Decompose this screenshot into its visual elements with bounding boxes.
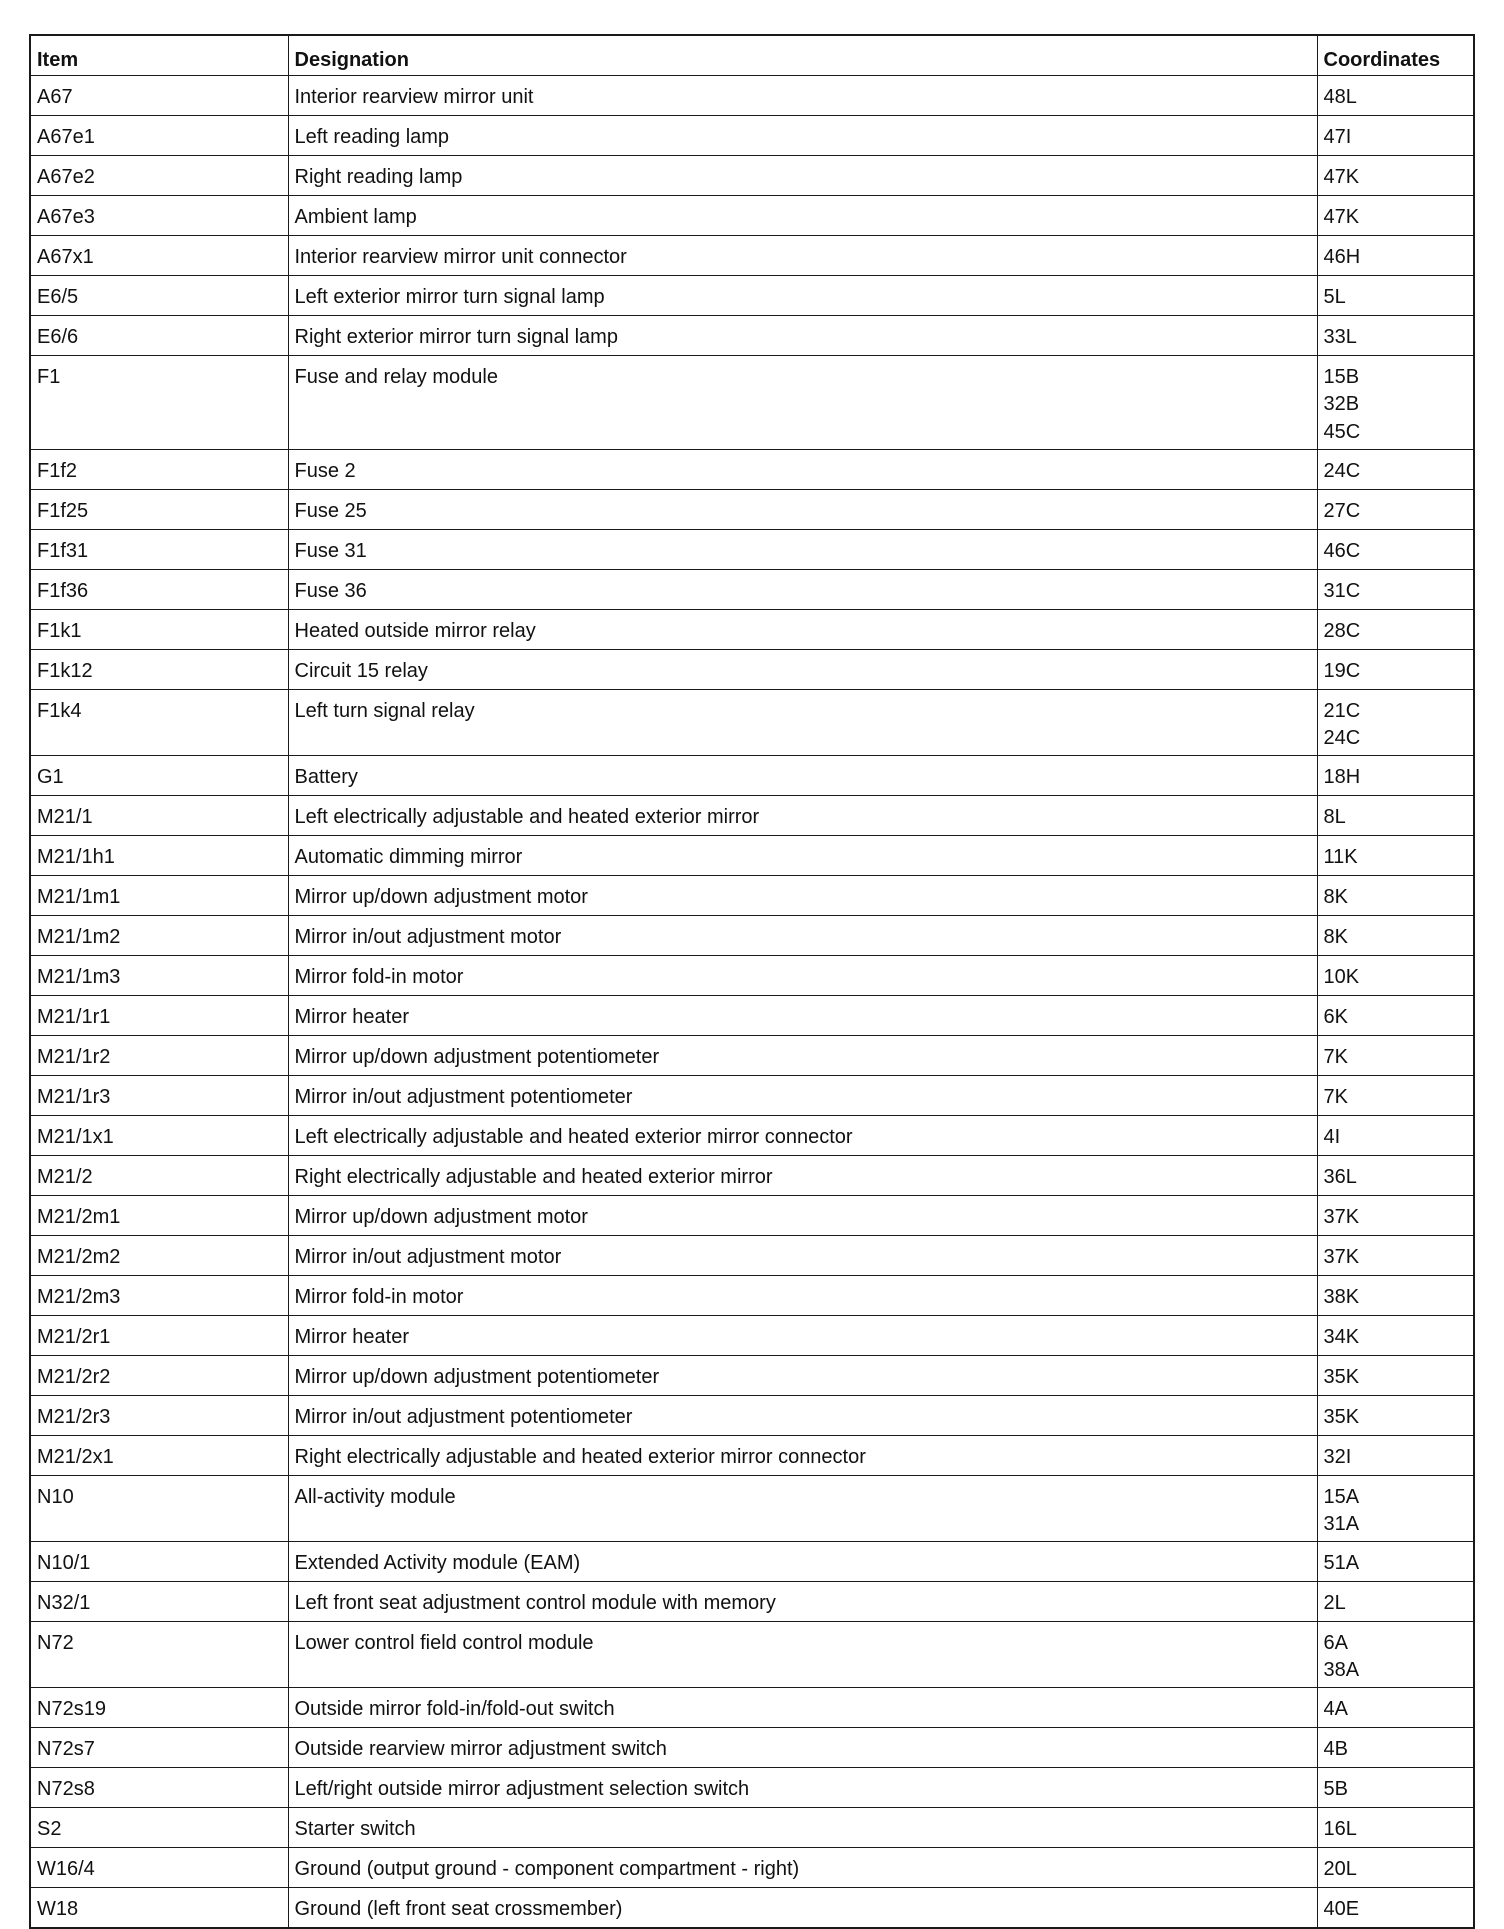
- coordinates-cell: [1317, 1687, 1474, 1727]
- table-row: [30, 609, 1474, 649]
- coordinate-value: 20L: [1323, 1857, 1357, 1880]
- designation-cell: Left turn signal relay: [288, 689, 1317, 755]
- coordinate-value: 16L: [1323, 1817, 1357, 1840]
- coordinate-value: 40E: [1323, 1897, 1360, 1920]
- designation-cell: Lower control field control module: [288, 1621, 1317, 1687]
- designation-cell: Mirror in/out adjustment motor: [288, 915, 1317, 955]
- coordinates-cell: [1317, 1355, 1474, 1395]
- coordinate-value: 7K: [1323, 1085, 1348, 1108]
- coordinate-value: 37K: [1323, 1205, 1360, 1228]
- item-cell: M21/1: [30, 795, 288, 835]
- designation-cell: Left/right outside mirror adjustment selection switch: [288, 1767, 1317, 1807]
- designation-cell: Battery: [288, 755, 1317, 795]
- coordinate-value: 8K: [1323, 885, 1348, 908]
- designation-cell: Fuse 25: [288, 489, 1317, 529]
- item-cell: F1f25: [30, 489, 288, 529]
- coordinate-value: 6A: [1323, 1631, 1348, 1654]
- coordinate-value: 34K: [1323, 1325, 1360, 1348]
- coordinates-cell: [1317, 1195, 1474, 1235]
- coordinates-cell: [1317, 1475, 1474, 1541]
- designation-cell: Left electrically adjustable and heated exterior mirror connector: [288, 1115, 1317, 1155]
- table-row: [30, 275, 1474, 315]
- coordinates-cell: [1317, 1727, 1474, 1767]
- item-cell: M21/2r2: [30, 1355, 288, 1395]
- coordinate-value: 8L: [1323, 805, 1346, 828]
- coordinate-value: 5L: [1323, 285, 1346, 308]
- table-row: [30, 115, 1474, 155]
- coordinate-value: 32B: [1323, 392, 1360, 415]
- coordinates-cell: [1317, 1807, 1474, 1847]
- table-row: [30, 1541, 1474, 1581]
- table-row: [30, 1767, 1474, 1807]
- designation-cell: Outside rearview mirror adjustment switch: [288, 1727, 1317, 1767]
- designation-cell: Ambient lamp: [288, 195, 1317, 235]
- coordinate-value: 4I: [1323, 1125, 1341, 1148]
- designation-cell: Interior rearview mirror unit: [288, 75, 1317, 115]
- designation-cell: Fuse 31: [288, 529, 1317, 569]
- item-cell: M21/1h1: [30, 835, 288, 875]
- coordinates-cell: [1317, 195, 1474, 235]
- designation-cell: Ground (output ground - component compartment - right): [288, 1847, 1317, 1887]
- coordinates-cell: [1317, 689, 1474, 755]
- table-row: [30, 235, 1474, 275]
- item-cell: M21/1r1: [30, 995, 288, 1035]
- table-row: [30, 195, 1474, 235]
- designation-cell: Heated outside mirror relay: [288, 609, 1317, 649]
- coordinates-cell: [1317, 155, 1474, 195]
- designation-cell: Starter switch: [288, 1807, 1317, 1847]
- coordinates-cell: [1317, 1315, 1474, 1355]
- item-cell: N10/1: [30, 1541, 288, 1581]
- designation-cell: Fuse 2: [288, 449, 1317, 489]
- coordinate-value: 38K: [1323, 1285, 1360, 1308]
- item-cell: F1: [30, 355, 288, 449]
- designation-cell: Left front seat adjustment control module with memory: [288, 1581, 1317, 1621]
- coordinate-value: 47K: [1323, 165, 1360, 188]
- table-row: [30, 915, 1474, 955]
- coordinate-value: 2L: [1323, 1591, 1346, 1614]
- table-header-row: [30, 35, 1474, 75]
- item-cell: W16/4: [30, 1847, 288, 1887]
- coordinates-cell: [1317, 115, 1474, 155]
- coordinates-cell: [1317, 1035, 1474, 1075]
- item-cell: N72: [30, 1621, 288, 1687]
- table-row: [30, 1275, 1474, 1315]
- designation-cell: Circuit 15 relay: [288, 649, 1317, 689]
- table-row: [30, 1727, 1474, 1767]
- table-row: [30, 489, 1474, 529]
- table-row: [30, 1847, 1474, 1887]
- designation-cell: Mirror up/down adjustment motor: [288, 875, 1317, 915]
- coordinates-cell: [1317, 875, 1474, 915]
- table-row: [30, 1355, 1474, 1395]
- item-cell: M21/1x1: [30, 1115, 288, 1155]
- coordinates-cell: [1317, 609, 1474, 649]
- item-cell: N72s7: [30, 1727, 288, 1767]
- coordinate-value: 24C: [1323, 726, 1361, 749]
- item-cell: M21/2m3: [30, 1275, 288, 1315]
- item-cell: F1f36: [30, 569, 288, 609]
- coordinate-value: 24C: [1323, 459, 1361, 482]
- item-cell: N72s8: [30, 1767, 288, 1807]
- designation-cell: Right exterior mirror turn signal lamp: [288, 315, 1317, 355]
- table-row: [30, 569, 1474, 609]
- table-row: [30, 1035, 1474, 1075]
- coordinates-cell: [1317, 1847, 1474, 1887]
- designation-cell: Mirror heater: [288, 1315, 1317, 1355]
- table-row: [30, 1687, 1474, 1727]
- designation-cell: Mirror in/out adjustment potentiometer: [288, 1395, 1317, 1435]
- designation-cell: Interior rearview mirror unit connector: [288, 235, 1317, 275]
- item-cell: M21/2m2: [30, 1235, 288, 1275]
- coordinate-value: 35K: [1323, 1405, 1360, 1428]
- item-cell: E6/6: [30, 315, 288, 355]
- table-row: [30, 1475, 1474, 1541]
- coordinates-cell: [1317, 275, 1474, 315]
- table-row: [30, 1435, 1474, 1475]
- coordinates-cell: [1317, 1155, 1474, 1195]
- designation-cell: Automatic dimming mirror: [288, 835, 1317, 875]
- table-row: [30, 1621, 1474, 1687]
- coordinates-cell: [1317, 529, 1474, 569]
- designation-cell: Mirror up/down adjustment motor: [288, 1195, 1317, 1235]
- column-header-designation: Designation: [288, 35, 1317, 75]
- item-cell: A67x1: [30, 235, 288, 275]
- table-row: [30, 529, 1474, 569]
- table-row: [30, 995, 1474, 1035]
- coordinate-value: 4B: [1323, 1737, 1348, 1760]
- designation-cell: Left exterior mirror turn signal lamp: [288, 275, 1317, 315]
- coordinate-value: 32I: [1323, 1445, 1352, 1468]
- table-row: [30, 875, 1474, 915]
- item-cell: F1k4: [30, 689, 288, 755]
- item-cell: M21/2r3: [30, 1395, 288, 1435]
- item-cell: N10: [30, 1475, 288, 1541]
- item-cell: M21/2r1: [30, 1315, 288, 1355]
- coordinates-cell: [1317, 1541, 1474, 1581]
- coordinate-value: 18H: [1323, 765, 1361, 788]
- coordinate-value: 31C: [1323, 579, 1361, 602]
- coordinate-value: 19C: [1323, 659, 1361, 682]
- table-row: [30, 1075, 1474, 1115]
- table-row: [30, 649, 1474, 689]
- designation-cell: Mirror fold-in motor: [288, 1275, 1317, 1315]
- coordinate-value: 7K: [1323, 1045, 1348, 1068]
- designation-cell: Left electrically adjustable and heated exterior mirror: [288, 795, 1317, 835]
- table-row: [30, 1315, 1474, 1355]
- table-row: [30, 1807, 1474, 1847]
- coordinates-cell: [1317, 489, 1474, 529]
- item-cell: A67: [30, 75, 288, 115]
- legend-sheet: [29, 34, 1473, 1929]
- designation-cell: Right electrically adjustable and heated exterior mirror connector: [288, 1435, 1317, 1475]
- coordinates-cell: [1317, 1621, 1474, 1687]
- coordinate-value: 47K: [1323, 205, 1360, 228]
- designation-cell: Ground (left front seat crossmember): [288, 1887, 1317, 1928]
- coordinate-value: 21C: [1323, 699, 1361, 722]
- coordinates-cell: [1317, 569, 1474, 609]
- table-row: [30, 1115, 1474, 1155]
- item-cell: A67e1: [30, 115, 288, 155]
- designation-cell: Fuse 36: [288, 569, 1317, 609]
- coordinate-value: 45C: [1323, 420, 1361, 443]
- designation-cell: Mirror in/out adjustment motor: [288, 1235, 1317, 1275]
- item-cell: N72s19: [30, 1687, 288, 1727]
- table-row: [30, 355, 1474, 449]
- coordinate-value: 15A: [1323, 1485, 1360, 1508]
- table-row: [30, 755, 1474, 795]
- item-cell: F1k12: [30, 649, 288, 689]
- table-row: [30, 315, 1474, 355]
- coordinate-value: 8K: [1323, 925, 1348, 948]
- table-row: [30, 1235, 1474, 1275]
- designation-cell: Extended Activity module (EAM): [288, 1541, 1317, 1581]
- coordinate-value: 31A: [1323, 1512, 1360, 1535]
- coordinates-cell: [1317, 1767, 1474, 1807]
- coordinate-value: 38A: [1323, 1658, 1360, 1681]
- table-row: [30, 955, 1474, 995]
- coordinates-cell: [1317, 955, 1474, 995]
- item-cell: N32/1: [30, 1581, 288, 1621]
- coordinates-cell: [1317, 915, 1474, 955]
- table-row: [30, 1195, 1474, 1235]
- coordinate-value: 27C: [1323, 499, 1361, 522]
- table-row: [30, 795, 1474, 835]
- coordinates-cell: [1317, 795, 1474, 835]
- coordinates-cell: [1317, 315, 1474, 355]
- item-cell: G1: [30, 755, 288, 795]
- coordinates-cell: [1317, 235, 1474, 275]
- coordinate-value: 15B: [1323, 365, 1360, 388]
- coordinates-cell: [1317, 755, 1474, 795]
- item-cell: M21/1m2: [30, 915, 288, 955]
- coordinates-cell: [1317, 835, 1474, 875]
- item-cell: M21/1m1: [30, 875, 288, 915]
- designation-cell: Mirror heater: [288, 995, 1317, 1035]
- item-cell: S2: [30, 1807, 288, 1847]
- table-row: [30, 1155, 1474, 1195]
- coordinate-value: 28C: [1323, 619, 1361, 642]
- table-row: [30, 1887, 1474, 1928]
- coordinates-cell: [1317, 995, 1474, 1035]
- designation-cell: Mirror up/down adjustment potentiometer: [288, 1035, 1317, 1075]
- coordinate-value: 35K: [1323, 1365, 1360, 1388]
- table-row: [30, 75, 1474, 115]
- designation-cell: All-activity module: [288, 1475, 1317, 1541]
- item-cell: F1k1: [30, 609, 288, 649]
- coordinate-value: 36L: [1323, 1165, 1357, 1188]
- designation-cell: Mirror up/down adjustment potentiometer: [288, 1355, 1317, 1395]
- designation-cell: Fuse and relay module: [288, 355, 1317, 449]
- item-cell: M21/1m3: [30, 955, 288, 995]
- item-cell: M21/1r2: [30, 1035, 288, 1075]
- coordinates-cell: [1317, 75, 1474, 115]
- designation-cell: Mirror fold-in motor: [288, 955, 1317, 995]
- column-header-item: Item: [30, 35, 288, 75]
- coordinate-value: 6K: [1323, 1005, 1348, 1028]
- coordinate-value: 48L: [1323, 85, 1357, 108]
- coordinate-value: 46C: [1323, 539, 1361, 562]
- table-row: [30, 155, 1474, 195]
- table-row: [30, 689, 1474, 755]
- table-row: [30, 1395, 1474, 1435]
- table-body: [30, 75, 1474, 1928]
- coordinate-value: 33L: [1323, 325, 1357, 348]
- coordinates-cell: [1317, 1395, 1474, 1435]
- coordinates-cell: [1317, 1235, 1474, 1275]
- designation-cell: Mirror in/out adjustment potentiometer: [288, 1075, 1317, 1115]
- table-row: [30, 835, 1474, 875]
- coordinate-value: 5B: [1323, 1777, 1348, 1800]
- coordinate-value: 11K: [1323, 845, 1358, 868]
- coordinates-cell: [1317, 449, 1474, 489]
- coordinates-cell: [1317, 649, 1474, 689]
- coordinate-value: 51A: [1323, 1551, 1360, 1574]
- coordinate-value: 47I: [1323, 125, 1352, 148]
- coordinates-cell: [1317, 355, 1474, 449]
- coordinates-cell: [1317, 1435, 1474, 1475]
- coordinates-cell: [1317, 1887, 1474, 1928]
- item-cell: A67e3: [30, 195, 288, 235]
- coordinates-cell: [1317, 1275, 1474, 1315]
- item-cell: E6/5: [30, 275, 288, 315]
- table-row: [30, 1581, 1474, 1621]
- coordinates-cell: [1317, 1115, 1474, 1155]
- column-header-coordinates: Coordinates: [1317, 35, 1474, 75]
- item-cell: M21/2m1: [30, 1195, 288, 1235]
- item-cell: F1f2: [30, 449, 288, 489]
- coordinate-value: 4A: [1323, 1697, 1348, 1720]
- item-cell: F1f31: [30, 529, 288, 569]
- designation-cell: Outside mirror fold-in/fold-out switch: [288, 1687, 1317, 1727]
- coordinates-cell: [1317, 1075, 1474, 1115]
- item-cell: W18: [30, 1887, 288, 1928]
- component-legend-table: [29, 34, 1475, 1929]
- designation-cell: Right electrically adjustable and heated exterior mirror: [288, 1155, 1317, 1195]
- item-cell: M21/2x1: [30, 1435, 288, 1475]
- item-cell: M21/1r3: [30, 1075, 288, 1115]
- coordinates-cell: [1317, 1581, 1474, 1621]
- coordinate-value: 37K: [1323, 1245, 1360, 1268]
- coordinate-value: 46H: [1323, 245, 1361, 268]
- item-cell: A67e2: [30, 155, 288, 195]
- designation-cell: Right reading lamp: [288, 155, 1317, 195]
- coordinate-value: 10K: [1323, 965, 1360, 988]
- designation-cell: Left reading lamp: [288, 115, 1317, 155]
- table-row: [30, 449, 1474, 489]
- item-cell: M21/2: [30, 1155, 288, 1195]
